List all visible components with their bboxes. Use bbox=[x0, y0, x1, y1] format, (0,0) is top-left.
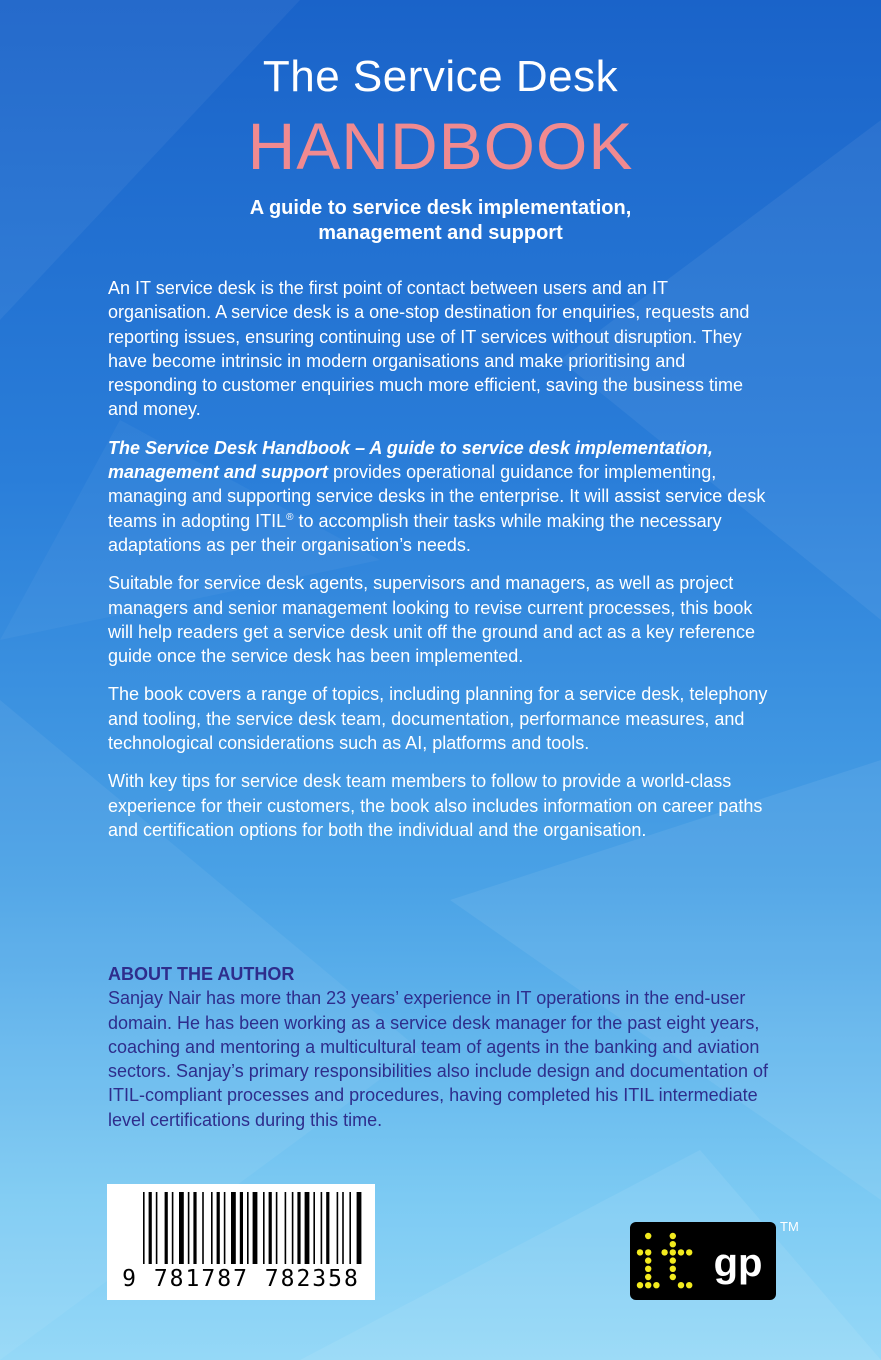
description-paragraph-4: The book covers a range of topics, including planning for a service desk, telephony and tooling, the service desk team, documentation, performance measures, and technological considerations such as AI, platforms and tools. bbox=[108, 684, 768, 754]
barcode-bar bbox=[179, 1192, 184, 1264]
barcode-bar bbox=[292, 1192, 294, 1264]
barcode-bar bbox=[156, 1192, 158, 1264]
barcode-bar bbox=[349, 1192, 351, 1264]
book-description bbox=[108, 276, 773, 856]
logo-dot bbox=[661, 1249, 667, 1255]
logo-dot bbox=[670, 1257, 676, 1263]
logo-dot bbox=[653, 1282, 659, 1288]
book-full-title-italic: The Service Desk Handbook – A guide to service desk implementation, management and support bbox=[108, 437, 713, 483]
logo-dot bbox=[678, 1282, 684, 1288]
barcode-bar bbox=[357, 1192, 362, 1264]
logo-dot bbox=[645, 1266, 651, 1272]
barcode-bar bbox=[305, 1192, 310, 1264]
trademark-symbol: TM bbox=[780, 1219, 799, 1234]
description-paragraph-2-part-a: provides operational guidance for implementing, managing and supporting service desks in the enterprise. It will assist service desk teams in adopting ITIL bbox=[108, 462, 766, 531]
book-title-line1: The Service Desk bbox=[262, 52, 619, 101]
logo-dot bbox=[645, 1249, 651, 1255]
itgp-publisher-logo bbox=[630, 1222, 776, 1300]
about-author-section bbox=[108, 962, 773, 1132]
barcode-bar bbox=[217, 1192, 220, 1264]
barcode-bar bbox=[342, 1192, 344, 1264]
logo-gp-text: gp bbox=[713, 1241, 763, 1285]
logo-dot bbox=[686, 1249, 692, 1255]
barcode-bar bbox=[211, 1192, 213, 1264]
description-paragraph-2 bbox=[108, 436, 773, 557]
description-paragraph-3: Suitable for service desk agents, supervisors and managers, as well as project managers and senior management looking to revise current processes, this book will help readers get a service desk unit off the ground and act as a key reference guide once the service desk has been implemented. bbox=[108, 573, 756, 667]
barcode-bar bbox=[269, 1192, 272, 1264]
barcode-bar bbox=[253, 1192, 258, 1264]
logo-dot bbox=[637, 1249, 643, 1255]
logo-dot bbox=[645, 1274, 651, 1280]
barcode-bar bbox=[149, 1192, 152, 1264]
barcode-bar bbox=[165, 1192, 168, 1264]
barcode-bar bbox=[285, 1192, 287, 1264]
barcode-bar bbox=[313, 1192, 315, 1264]
logo-dot bbox=[670, 1266, 676, 1272]
logo-dot bbox=[670, 1233, 676, 1239]
barcode-bar bbox=[297, 1192, 300, 1264]
barcode-bar bbox=[247, 1192, 249, 1264]
logo-dot bbox=[645, 1233, 651, 1239]
subtitle-line2: management and support bbox=[318, 222, 563, 244]
logo-dot bbox=[686, 1282, 692, 1288]
barcode-bar bbox=[224, 1192, 226, 1264]
barcode-bar bbox=[172, 1192, 174, 1264]
book-subtitle bbox=[0, 196, 881, 246]
logo-dot bbox=[670, 1241, 676, 1247]
itgp-logo-graphic bbox=[630, 1222, 776, 1300]
author-bio: Sanjay Nair has more than 23 years’ experience in IT operations in the end-user domain. He has been working as a service desk manager for the past eight years, coaching and mentoring a multicultural team of agents in the banking and aviation sectors. Sanjay’s primary responsibilities also include design and documentation of ITIL-compliant processes and procedures, having completed his ITIL intermediate level certifications during this time. bbox=[108, 988, 769, 1130]
barcode-bar bbox=[193, 1192, 196, 1264]
isbn-barcode bbox=[107, 1184, 375, 1300]
dot-matrix-it bbox=[637, 1233, 693, 1289]
barcode-bar bbox=[231, 1192, 236, 1264]
description-paragraph-5: With key tips for service desk team members to follow to provide a world-class experience for their customers, the book also includes information on career paths and certification options for both the individual and the organisation. bbox=[108, 771, 763, 840]
barcode-bar bbox=[188, 1192, 190, 1264]
barcode-bar bbox=[202, 1192, 204, 1264]
barcode-bar bbox=[240, 1192, 243, 1264]
description-paragraph-1: An IT service desk is the first point of contact between users and an IT organisation. A service desk is a one-stop destination for enquiries, requests and reporting issues, ensuring continuing use of IT services without disruption. They have become intrinsic in modern organisations and make prioritising and responding to customer enquiries much more efficient, saving the business time and money. bbox=[108, 278, 750, 420]
logo-dot bbox=[645, 1257, 651, 1263]
barcode-bar bbox=[143, 1192, 145, 1264]
registered-mark: ® bbox=[286, 511, 294, 523]
logo-dot bbox=[670, 1274, 676, 1280]
barcode-bar bbox=[263, 1192, 265, 1264]
barcode-bar bbox=[276, 1192, 278, 1264]
subtitle-line1: A guide to service desk implementation, bbox=[249, 197, 632, 219]
book-title-handbook: HANDBOOK bbox=[247, 109, 634, 183]
logo-dot bbox=[637, 1282, 643, 1288]
barcode-bar bbox=[326, 1192, 329, 1264]
logo-dot bbox=[670, 1249, 676, 1255]
logo-dot bbox=[678, 1249, 684, 1255]
barcode-bar bbox=[337, 1192, 339, 1264]
isbn-number: 9 781787 782358 bbox=[122, 1266, 360, 1292]
about-author-heading: ABOUT THE AUTHOR bbox=[108, 964, 295, 984]
description-paragraph-2-part-b: to accomplish their tasks while making the necessary adaptations as per their organisation’s needs. bbox=[108, 510, 722, 555]
barcode-bar bbox=[321, 1192, 323, 1264]
logo-dot bbox=[645, 1282, 651, 1288]
